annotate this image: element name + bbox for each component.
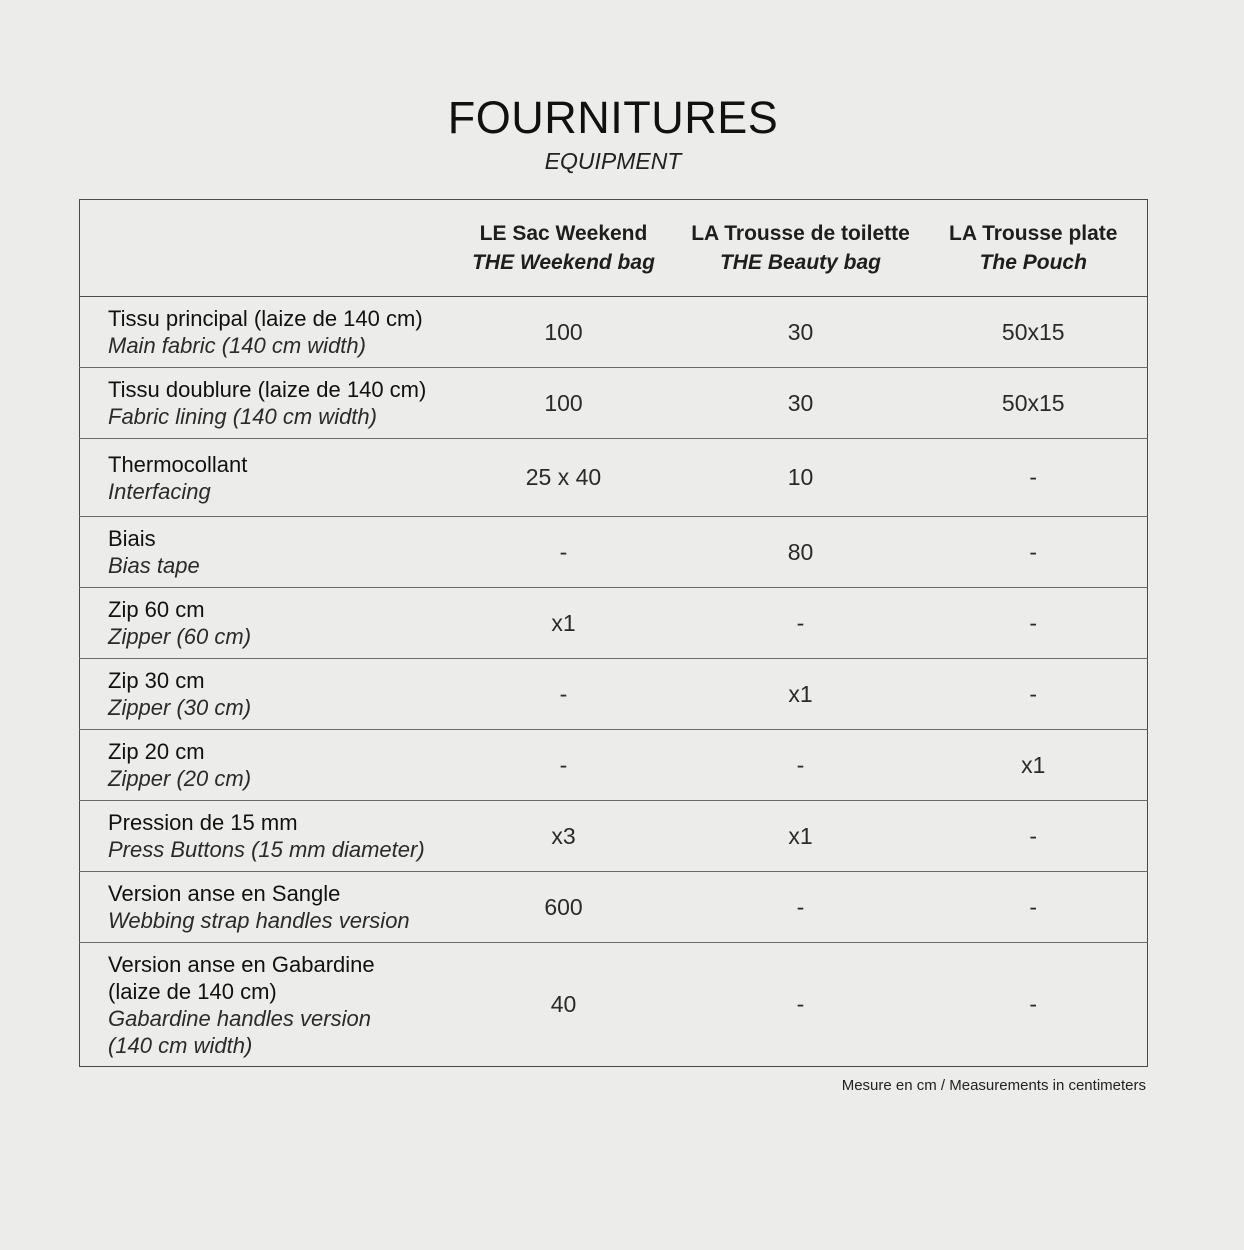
row-label-en: Zipper (30 cm) — [108, 695, 252, 720]
cell-beauty-bag: 10 — [787, 464, 814, 490]
cell-weekend-bag: 600 — [544, 893, 583, 920]
row-label-fr: Thermocollant — [108, 451, 248, 477]
cell-weekend-bag: - — [559, 538, 568, 565]
row-label — [80, 659, 446, 730]
table-row — [80, 517, 1148, 588]
cell-pouch: - — [1029, 893, 1038, 920]
cell-pouch: - — [1029, 538, 1038, 565]
row-label-en: Zipper (60 cm) — [108, 624, 252, 649]
row-label-en: Main fabric (140 cm width) — [108, 333, 366, 358]
row-label — [80, 872, 446, 943]
cell-weekend-bag: x3 — [551, 822, 576, 849]
column-header-en: The Pouch — [979, 251, 1087, 274]
row-label-en: Bias tape — [108, 553, 200, 578]
row-label — [80, 943, 446, 1067]
row-label-fr: Zip 30 cm — [108, 668, 205, 693]
cell-beauty-bag: x1 — [788, 822, 813, 849]
column-header-fr: LA Trousse plate — [949, 222, 1118, 245]
column-header-pouch — [920, 200, 1148, 297]
table-row — [80, 872, 1148, 943]
row-label-fr: Zip 60 cm — [108, 597, 205, 622]
row-label-en: Zipper (20 cm) — [108, 766, 252, 791]
row-label — [80, 730, 446, 801]
table-row — [80, 368, 1148, 439]
cell-pouch: - — [1029, 464, 1038, 490]
header-cell-empty — [80, 200, 446, 297]
cell-weekend-bag: - — [559, 751, 568, 778]
row-label-fr: Version anse en Sangle — [108, 881, 341, 906]
row-label-fr: Version anse en Gabardine (laize de 140 cm) — [108, 951, 375, 1004]
row-label — [80, 439, 446, 517]
cell-weekend-bag: 40 — [550, 991, 577, 1017]
cell-pouch: - — [1029, 991, 1038, 1017]
row-label — [80, 297, 446, 368]
cell-beauty-bag: x1 — [788, 680, 813, 707]
row-label-fr: Zip 20 cm — [108, 739, 205, 764]
table-header-row — [80, 200, 1148, 297]
cell-beauty-bag: - — [796, 751, 805, 778]
row-label-en: Webbing strap handles version — [108, 908, 410, 933]
cell-weekend-bag: 25 x 40 — [525, 464, 602, 490]
cell-beauty-bag: 30 — [787, 318, 814, 345]
row-label — [80, 801, 446, 872]
page-title: FOURNITURES — [447, 92, 779, 143]
cell-beauty-bag: - — [796, 609, 805, 636]
cell-pouch: 50x15 — [1001, 389, 1065, 416]
cell-pouch: x1 — [1021, 751, 1046, 778]
cell-pouch: - — [1029, 609, 1038, 636]
row-label-en: Press Buttons (15 mm diameter) — [108, 837, 425, 862]
row-label — [80, 368, 446, 439]
cell-weekend-bag: 100 — [544, 389, 583, 416]
cell-beauty-bag: - — [796, 991, 805, 1017]
measurement-footnote: Mesure en cm / Measurements in centimeters — [841, 1077, 1146, 1094]
cell-weekend-bag: x1 — [551, 609, 576, 636]
row-label-en: Interfacing — [108, 478, 211, 504]
cell-weekend-bag: 100 — [544, 318, 583, 345]
row-label-fr: Tissu principal (laize de 140 cm) — [108, 306, 423, 331]
cell-beauty-bag: - — [796, 893, 805, 920]
cell-beauty-bag: 30 — [787, 389, 814, 416]
column-header-weekend-bag — [446, 200, 682, 297]
row-label-fr: Pression de 15 mm — [108, 810, 298, 835]
row-label-en: Fabric lining (140 cm width) — [108, 404, 377, 429]
row-label-fr: Biais — [108, 526, 156, 551]
column-header-fr: LE Sac Weekend — [479, 222, 648, 245]
cell-pouch: - — [1029, 680, 1038, 707]
cell-weekend-bag: - — [559, 680, 568, 707]
row-label-fr: Tissu doublure (laize de 140 cm) — [108, 377, 427, 402]
cell-beauty-bag: 80 — [787, 538, 814, 565]
equipment-table — [79, 199, 1148, 1067]
table-row — [80, 659, 1148, 730]
table-row — [80, 730, 1148, 801]
row-label-en: Gabardine handles version (140 cm width) — [108, 1005, 371, 1058]
table-row — [80, 297, 1148, 368]
page-subtitle: EQUIPMENT — [544, 148, 682, 174]
row-label — [80, 517, 446, 588]
table-row — [80, 943, 1148, 1067]
cell-pouch: 50x15 — [1001, 318, 1065, 345]
column-header-en: THE Weekend bag — [472, 251, 655, 274]
table-row — [80, 801, 1148, 872]
column-header-fr: LA Trousse de toilette — [691, 222, 910, 245]
column-header-en: THE Beauty bag — [719, 251, 882, 274]
column-header-beauty-bag — [682, 200, 920, 297]
table-row — [80, 588, 1148, 659]
cell-pouch: - — [1029, 822, 1038, 849]
table-row — [80, 439, 1148, 517]
row-label — [80, 588, 446, 659]
